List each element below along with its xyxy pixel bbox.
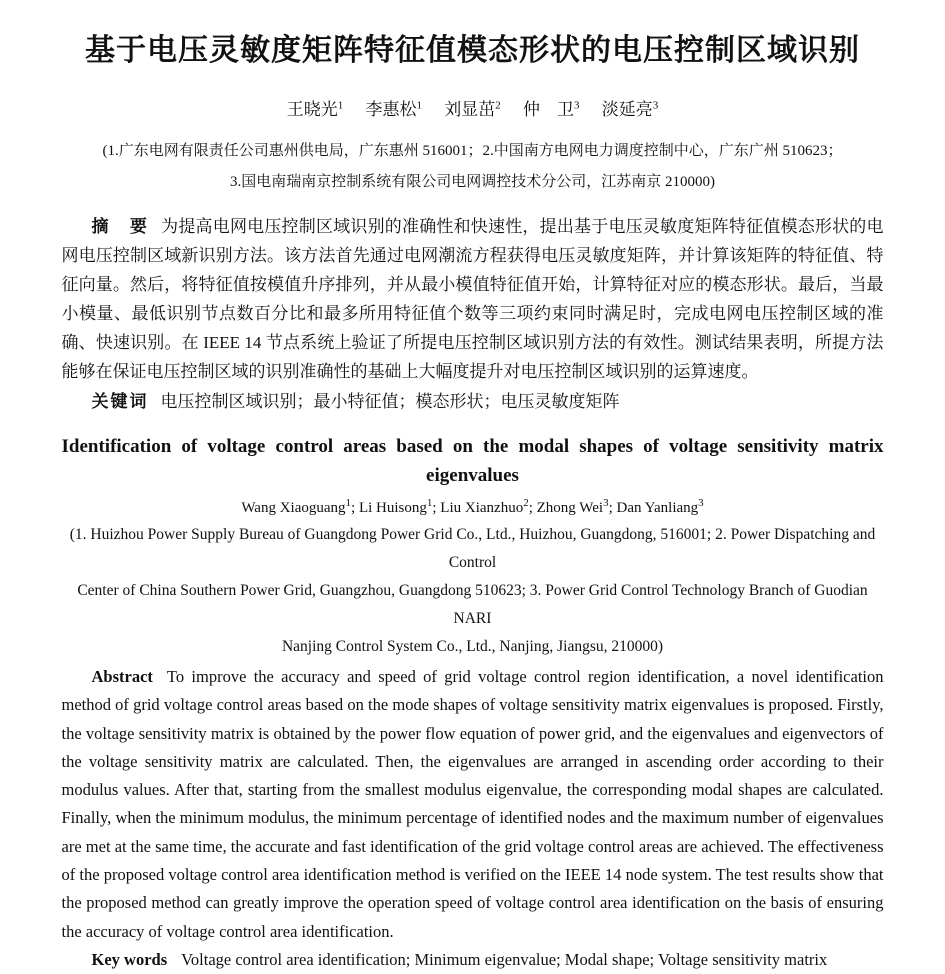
author-superscript: 1 (416, 99, 422, 112)
affiliation-zh-line: (1.广东电网有限责任公司惠州供电局，广东惠州 516001；2.中国南方电网电力调度控制中心，广东广州 510623； (102, 143, 843, 159)
abstract-zh-label: 摘 要 (91, 217, 150, 236)
affiliation-en-line: Nanjing Control System Co., Ltd., Nanjing, Jiangsu, 210000) (281, 638, 664, 655)
author-name: Dan Yanliang (616, 500, 699, 516)
abstract-en-label: Abstract (91, 667, 153, 686)
affiliation-zh-line: 3.国电南瑞南京控制系统有限公司电网调控技术分公司，江苏南京 210000) (230, 174, 715, 190)
abstract-en-text: To improve the accuracy and speed of grid voltage control region identification, a novel identification method of grid voltage control areas based on the mode shapes of voltage sensitivity matrix eigenvalues is proposed. Firstly, the voltage sensitivity matrix is obtained by the power flow equation of power grid, and the eigenvalues and eigenvectors of the voltage sensitivity matrix are calculated. Then, the eigenvalues are arranged in ascending order according to their modulus values. After that, starting from the smallest modulus eigenvalue, the corresponding modal shapes are calculated. Finally, when the minimum modulus, the minimum percentage of identified nodes and the maximum number of eigenvalues are met at the same time, the accurate and fast identification of the grid voltage control areas are achieved. The effectiveness of the proposed voltage control area identification method is verified on the IEEE 14 node system. The test results show that the proposed method can greatly improve the operation speed of voltage control area identification on the basis of ensuring the accuracy of voltage control area identification. (61, 667, 884, 941)
author-zh (602, 100, 659, 119)
author-superscript: 1 (426, 497, 433, 509)
keywords-en (62, 946, 884, 974)
author-superscript: 3 (698, 497, 704, 509)
author-en (440, 497, 537, 516)
author-separator: ; (432, 500, 441, 516)
paper-page (62, 0, 884, 974)
paper-title-zh: 基于电压灵敏度矩阵特征值模态形状的电压控制区域识别 (85, 34, 860, 67)
author-zh (444, 100, 501, 119)
author-en (536, 497, 617, 516)
author-zh (523, 100, 580, 119)
authors-en (62, 495, 884, 521)
keywords-en-text: Voltage control area identification; Minimum eigenvalue; Modal shape; Voltage sensitivity matrix (181, 949, 828, 969)
keywords-zh (62, 387, 884, 416)
keywords-zh-text: 电压控制区域识别；最小特征值；模态形状；电压灵敏度矩阵 (160, 392, 620, 411)
author-name: 淡延亮 (601, 100, 653, 119)
author-zh (366, 100, 423, 119)
abstract-zh (62, 212, 884, 386)
abstract-en (62, 663, 884, 946)
authors-zh (62, 98, 884, 122)
paper-title-en: Identification of voltage control areas based on the modal shapes of voltage sensitivity matrix eigenvalues (61, 436, 884, 486)
author-separator: ; (528, 500, 537, 516)
author-zh (287, 100, 344, 119)
keywords-en-label: Key words (91, 949, 168, 969)
author-name: 刘显茁 (444, 100, 496, 119)
author-superscript: 2 (523, 497, 529, 509)
author-superscript: 3 (603, 497, 609, 509)
author-superscript: 1 (337, 99, 344, 112)
author-en (616, 497, 704, 516)
author-name: 王晓光 (286, 100, 338, 119)
author-superscript: 2 (495, 99, 501, 112)
affiliations-zh (62, 136, 884, 198)
author-en (358, 497, 441, 516)
author-separator: ; (351, 500, 359, 516)
affiliation-en-line: Center of China Southern Power Grid, Guangzhou, Guangdong 510623; 3. Power Grid Control Technology Branch of Guodian NARI (77, 582, 868, 627)
author-name: 李惠松 (365, 100, 417, 119)
author-superscript: 1 (345, 497, 352, 509)
abstract-zh-text: 为提高电网电压控制区域识别的准确性和快速性，提出基于电压灵敏度矩阵特征值模态形状的电网电压控制区域新识别方法。该方法首先通过电网潮流方程获得电压灵敏度矩阵，并计算该矩阵的特征值、特征向量。然后，将特征值按模值升序排列，并从最小模值特征值开始，计算特征对应的模态形状。最后，当最小模量、最低识别节点数百分比和最多所用特征值个数等三项约束同时满足时，完成电网电压控制区域的准确、快速识别。在 IEEE 14 节点系统上验证了所提电压控制区域识别方法的有效性。测试结果表明，所提方法能够在保证电压控制区域的识别准确性的基础上大幅度提升对电压控制区域识别的运算速度。 (61, 217, 884, 381)
author-name: Zhong Wei (536, 500, 604, 516)
keywords-zh-label: 关键词 (91, 392, 149, 411)
author-superscript: 3 (574, 99, 580, 112)
author-name: Liu Xianzhuo (440, 500, 524, 516)
author-separator: ; (608, 500, 617, 516)
affiliations-en (62, 521, 884, 661)
author-superscript: 3 (652, 99, 659, 112)
author-name: Li Huisong (358, 500, 427, 516)
author-name: 仲 卫 (523, 100, 574, 119)
author-name: Wang Xiaoguang (241, 500, 346, 516)
author-en (241, 497, 359, 516)
affiliation-en-line: (1. Huizhou Power Supply Bureau of Guangdong Power Grid Co., Ltd., Huizhou, Guangdong, 516001; 2. Power Dispatching and Control (69, 526, 876, 571)
